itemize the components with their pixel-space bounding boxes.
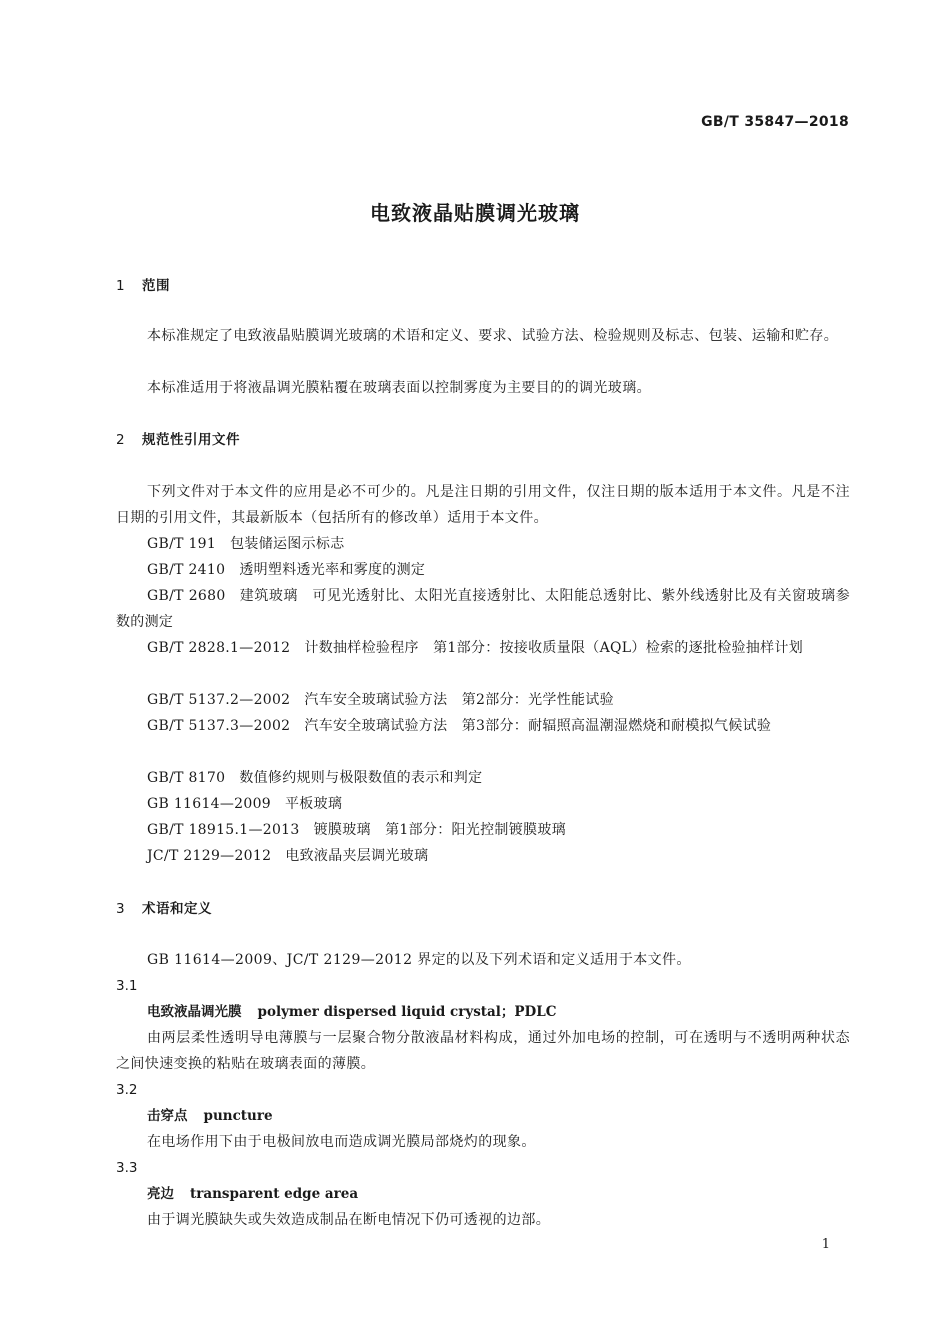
paragraph: 本标准规定了电致液晶贴膜调光玻璃的术语和定义、要求、试验方法、检验规则及标志、包装、运输和贮存。 [147,328,839,344]
term-heading [116,1181,881,1207]
term-definition: 在电场作用下由于电极间放电而造成调光膜局部烧灼的现象。 [147,1134,536,1150]
reference-code: JC/T 2129—2012 [147,848,272,864]
section-heading-terms-and-definitions [116,896,850,922]
reference-item [116,557,881,583]
reference-code: GB/T 2680 [147,588,226,604]
section-heading-scope [116,273,850,299]
paragraph: 本标准适用于将液晶调光膜粘覆在玻璃表面以控制雾度为主要目的的调光玻璃。 [147,380,651,396]
reference-item [116,817,881,843]
reference-item [116,765,881,791]
reference-code: GB/T 5137.2—2002 [147,692,291,708]
reference-code: GB/T 2828.1—2012 [147,640,291,656]
reference-title: 电致液晶夹层调光玻璃 [285,848,429,864]
reference-item [116,687,881,713]
section-number: 2 [116,432,126,448]
standard-code: GB/T 35847—2018 [701,114,849,130]
section-number: 3 [116,901,126,917]
reference-code: GB/T 18915.1—2013 [147,822,300,838]
term-zh: 击穿点 [147,1108,188,1124]
reference-title: 平板玻璃 [285,796,343,812]
document-title: 电致液晶贴膜调光玻璃 [370,201,580,225]
reference-code: GB/T 8170 [147,770,226,786]
term-number: 3.1 [116,978,138,994]
reference-title: 汽车安全玻璃试验方法 第3部分：耐辐照高温潮湿燃烧和耐模拟气候试验 [304,718,772,734]
term-number: 3.3 [116,1160,138,1176]
paragraph: GB 11614—2009、JC/T 2129—2012 界定的以及下列术语和定义适用于本文件。 [147,952,691,968]
reference-title: 透明塑料透光率和雾度的测定 [239,562,426,578]
term-definition: 由于调光膜缺失或失效造成制品在断电情况下仍可透视的边部。 [147,1212,551,1228]
reference-code: GB/T 5137.3—2002 [147,718,291,734]
term-zh: 亮边 [147,1186,174,1202]
reference-item [116,583,850,635]
term-zh: 电致液晶调光膜 [147,1004,242,1020]
reference-item [116,531,881,557]
section-title: 术语和定义 [142,901,212,917]
term-heading [116,999,881,1025]
page-number: 1 [821,1237,830,1252]
section-title: 范围 [142,278,170,294]
section-title: 规范性引用文件 [142,432,240,448]
term-number: 3.2 [116,1082,138,1098]
section-heading-normative-references [116,427,850,453]
term-definition: 由两层柔性透明导电薄膜与一层聚合物分散液晶材料构成，通过外加电场的控制，可在透明与不透明两种状态之间快速变换的粘贴在玻璃表面的薄膜。 [116,1030,850,1072]
paragraph: 下列文件对于本文件的应用是必不可少的。凡是注日期的引用文件，仅注日期的版本适用于本文件。凡是不注日期的引用文件，其最新版本（包括所有的修改单）适用于本文件。 [116,484,850,526]
term-heading [116,1103,881,1129]
reference-title: 镀膜玻璃 第1部分：阳光控制镀膜玻璃 [313,822,566,838]
reference-item [116,843,881,869]
reference-title: 数值修约规则与极限数值的表示和判定 [239,770,483,786]
reference-code: GB/T 2410 [147,562,226,578]
reference-title: 建筑玻璃 可见光透射比、太阳光直接透射比、太阳能总透射比、紫外线透射比及有关窗玻璃参数的测定 [116,588,850,630]
reference-title: 包装储运图示标志 [230,536,345,552]
reference-item [116,713,850,739]
section-number: 1 [116,278,126,294]
reference-code: GB/T 191 [147,536,217,552]
term-en: puncture [203,1108,273,1124]
reference-item [116,635,850,661]
reference-item [116,791,881,817]
reference-title: 计数抽样检验程序 第1部分：按接收质量限（AQL）检索的逐批检验抽样计划 [304,640,803,656]
term-en: polymer dispersed liquid crystal；PDLC [257,1004,557,1020]
term-en: transparent edge area [190,1186,359,1202]
reference-title: 汽车安全玻璃试验方法 第2部分：光学性能试验 [304,692,614,708]
reference-code: GB 11614—2009 [147,796,271,812]
